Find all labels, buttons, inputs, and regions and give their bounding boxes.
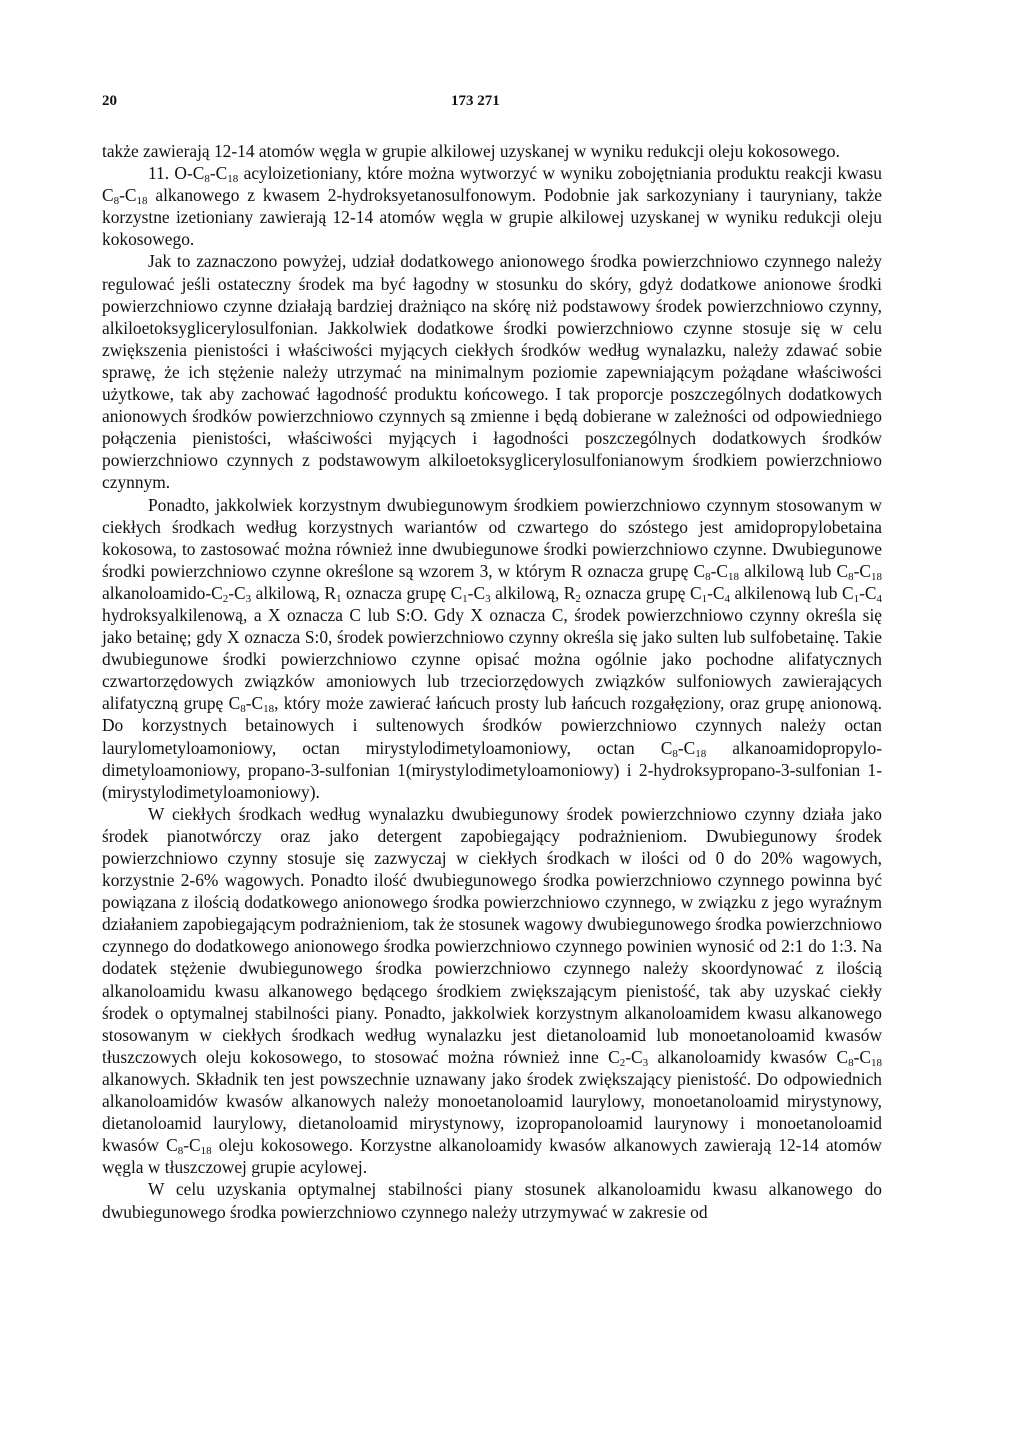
patent-number: 173 271 [451, 93, 500, 109]
paragraph-continuation: także zawierają 12-14 atomów węgla w grupie alkilowej uzyskanej w wyniku redukcji oleju kokosowego. [102, 141, 840, 161]
paragraph-foam-booster: W ciekłych środkach według wynalazku dwubiegunowy środek powierzchniowo czynny działa jako środek pianotwórczy oraz jako detergent zapobiegający podrażnieniom. Dwubiegunowy środek powierzchniowo czynny stosuje się zazwyczaj w ciekłych środkach w ilości od 0 do 20% wagowych, korzystnie 2-6% wagowych. Ponadto ilość dwubiegunowego środka powierzchniowo czynnego powinna być powiązana z ilością dodatkowego anionowego środka powierzchniowo czynnego, w związku z jego wyraźnym działaniem zapobiegającym podrażnieniom, tak że stosunek wagowy dwubiegunowego środka powierzchniowo czynnego do dodatkowego anionowego środka powierzchniowo czynnego powinien wynosić od 2:1 do 1:3. Na dodatek stężenie dwubiegunowego środka powierzchniowo czynnego należy skoordynować z ilością alkanoloamidu kwasu alkanowego będącego środkiem zwiększającym pienistość, tak aby uzyskać ciekły środek o optymalnej stabilności piany. Ponadto, jakkolwiek korzystnym alkanoloamidem kwasu alkanowego stosowanym w ciekłych środkach według wynalazku jest dietanoloamid lub monoetanoloamid kwasów tłuszczowych oleju kokosowego, to stosować można również inne $C_2-C_3$ alkanoloamidy kwasów $C_8-C_{18}$ alkanowych. Składnik ten jest powszechnie uznawany jako środek zwiększający pienistość. Do odpowiednich alkanoloamidów kwasów alkanowych należy monoetanoloamid laurylowy, monoetanoloamid mirystynowy, dietanoloamid laurylowy, dietanoloamid mirystynowy, izopropanoloamid laurynowy i monoetanoloamid kwasów $C_8-C_{18}$ oleju kokosowego. Korzystne alkanoloamidy kwasów alkanowych zawierają 12-14 atomów węgla w tłuszczowej grupie acylowej. [102, 803, 882, 1178]
page-number: 20 [102, 93, 117, 109]
page-header [102, 93, 882, 119]
paragraph-zwitterionic-surfactants: Ponadto, jakkolwiek korzystnym dwubiegunowym środkiem powierzchniowo czynnym stosowanym w ciekłych środkach według korzystnych wariantów od czwartego do szóstego jest amidopropylobetaina kokosowa, to zastosować można również inne dwubiegunowe środki powierzchniowo czynne. Dwubiegunowe środki powierzchniowo czynne określone są wzorem 3, w którym R oznacza grupę $C_8-C_{18}$ alkilową lub $C_8-C_{18}$ alkanoloamido-$C_2-C_3$ alkilową, $R_1$ oznacza grupę $C_1-C_3$ alkilową, $R_2$ oznacza grupę $C_1-C_4$ alkilenową lub $C_1-C_4$ hydroksyalkilenową, a X oznacza C lub S:O. Gdy X oznacza C, środek powierzchniowo czynny określa się jako betainę; gdy X oznacza S:0, środek powierzchniowo czynny określa się jako sulten lub sulfobetainę. Takie dwubiegunowe środki powierzchniowo czynne opisać można ogólnie jako pochodne alifatycznych czwartorzędowych związków amoniowych lub trzeciorzędowych związków sulfoniowych zawierających alifatyczną grupę $C_8-C_{18}$, który może zawierać łańcuch prosty lub łańcuch rozgałęziony, oraz grupę anionową. Do korzystnych betainowych i sultenowych środków powierzchniowo czynnych należy octan laurylometyloamoniowy, octan mirystylodimetyloamoniowy, octan $C_8-C_{18}$ alkanoamidopropylodimetyloamoniowy, propano-3-sulfonian 1(mirystylodimetyloamoniowy) i 2-hydroksypropano-3-sulfonian 1-(mirystylodimetyloamoniowy). [102, 494, 882, 802]
document-body [102, 140, 882, 1223]
paragraph-foam-stability: W celu uzyskania optymalnej stabilności piany stosunek alkanoloamidu kwasu alkanowego do dwubiegunowego środka powierzchniowo czynnego należy utrzymywać w zakresie od [102, 1179, 882, 1222]
paragraph-anionic-surfactants: Jak to zaznaczono powyżej, udział dodatkowego anionowego środka powierzchniowo czynnego należy regulować jeśli ostateczny środek ma być łagodny w stosunku do skóry, gdyż dodatkowe anionowe środki powierzchniowo czynne działają bardziej drażniąco na skórę niż podstawowy środek powierzchniowo czynny, alkiloetoksyglicerylosulfonian. Jakkolwiek dodatkowe środki powierzchniowo czynne stosuje się w celu zwiększenia pienistości i właściwości myjących ciekłych środków według wynalazku, należy zdawać sobie sprawę, że ich stężenie należy utrzymać na minimalnym poziomie zapewniającym pożądane właściwości użytkowe, tak aby zachować łagodność produktu końcowego. I tak proporcje poszczególnych dodatkowych anionowych środków powierzchniowo czynnych są zmienne i będą dobierane w zależności od odpowiedniego połączenia pienistości, właściwości myjących i łagodności poszczególnych dodatkowych środków powierzchniowo czynnych z podstawowym alkiloetoksyglicerylosulfonianowym środkiem powierzchniowo czynnym. [102, 251, 882, 493]
paragraph-item-11: 11. $O-C_8-C_{18}$ acyloizetioniany, które można wytworzyć w wyniku zobojętniania produktu reakcji kwasu $C_8-C_{18}$ alkanowego z kwasem 2-hydroksyetanosulfonowym. Podobnie jak sarkozyniany i tauryniany, także korzystne izetioniany zawierają 12-14 atomów węgla w grupie alkilowej uzyskanej w wyniku redukcji oleju kokosowego. [102, 163, 882, 250]
